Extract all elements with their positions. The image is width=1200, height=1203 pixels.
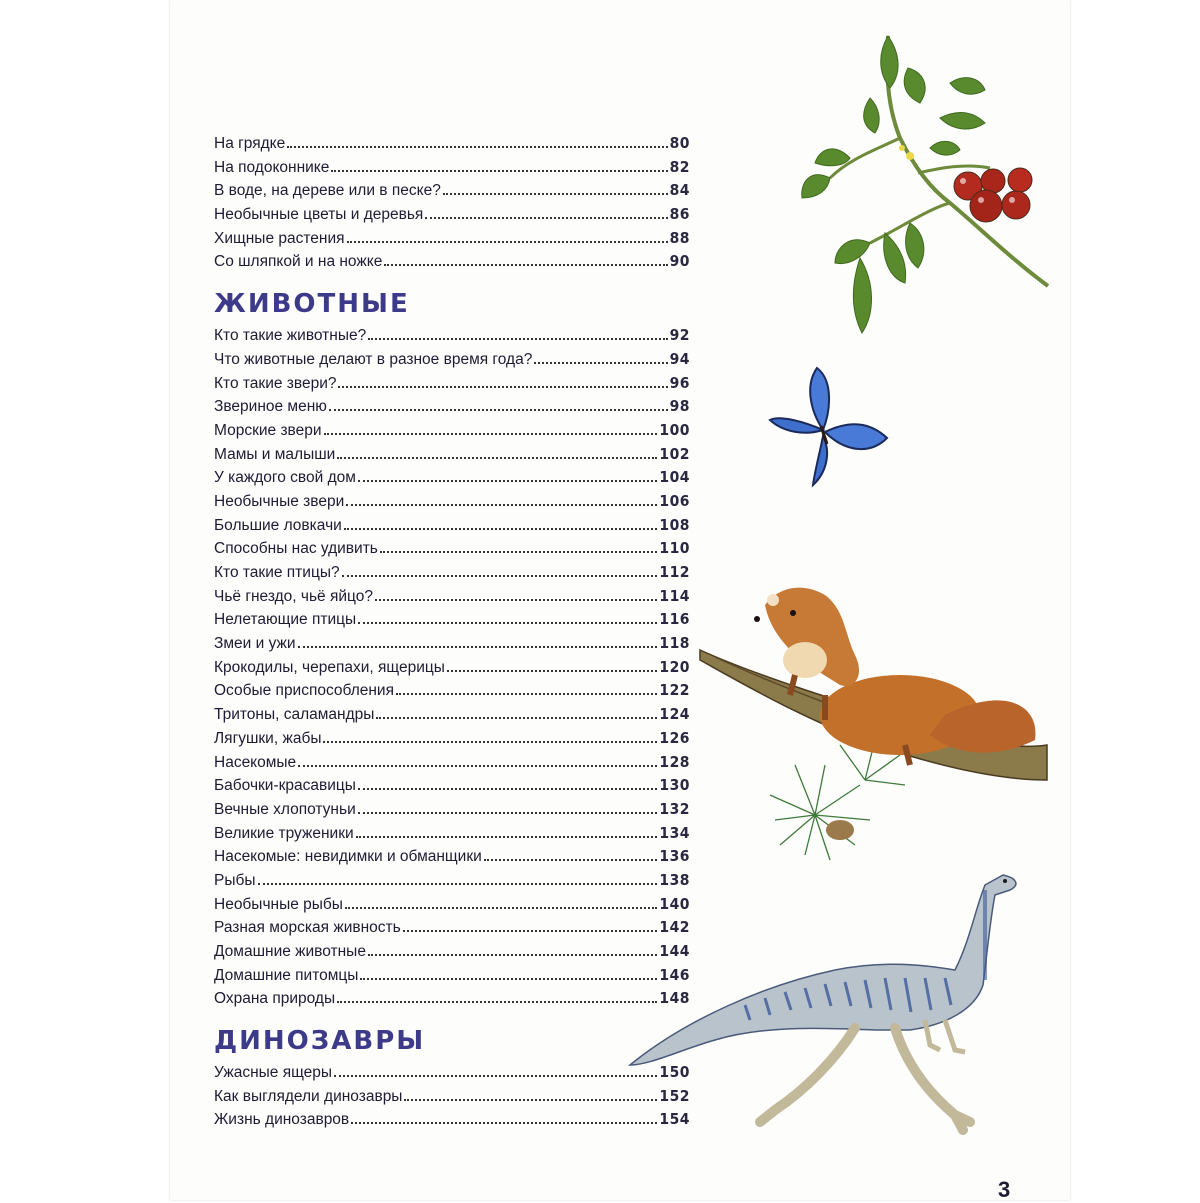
- dot-leader: [384, 264, 667, 266]
- toc-entry-title: Необычные цветы и деревья: [214, 206, 424, 224]
- toc-entry-page-number: 134: [659, 823, 690, 842]
- toc-entry-title: Способны нас удивить: [214, 540, 378, 558]
- toc-entry[interactable]: [214, 179, 690, 203]
- toc-entry[interactable]: [214, 751, 690, 775]
- dot-leader: [298, 765, 657, 767]
- toc-entry-page-number: 96: [669, 373, 690, 392]
- toc-entry-page-number: 112: [659, 563, 690, 581]
- dot-leader: [323, 741, 657, 743]
- toc-entry-title: Со шляпкой и на ножке: [214, 253, 383, 271]
- dot-leader: [425, 217, 667, 219]
- dot-leader: [342, 575, 658, 577]
- dot-leader: [338, 386, 667, 388]
- toc-entry[interactable]: [214, 561, 690, 585]
- dot-leader: [404, 1099, 657, 1101]
- toc-entry-page-number: 104: [659, 468, 690, 487]
- toc-entry[interactable]: [214, 964, 690, 988]
- toc-entry[interactable]: [214, 132, 690, 156]
- toc-entry[interactable]: [214, 585, 690, 609]
- toc-entry-title: Великие труженики: [214, 824, 354, 842]
- toc-entry-page-number: 148: [659, 989, 690, 1008]
- toc-entry-title: Звериное меню: [214, 398, 327, 416]
- toc-entry[interactable]: [214, 703, 690, 727]
- toc-entry-page-number: 154: [659, 1110, 690, 1129]
- dinosaur-illustration: [625, 860, 1025, 1180]
- toc-entry[interactable]: [214, 514, 690, 538]
- toc-entry-title: Необычные звери: [214, 492, 345, 510]
- toc-entry-page-number: 144: [659, 942, 690, 960]
- toc-entry[interactable]: [214, 774, 690, 798]
- toc-entry[interactable]: [214, 537, 690, 561]
- toc-entry-title: Бабочки-красавицы: [214, 777, 356, 795]
- dot-leader: [360, 978, 657, 980]
- toc-entry-title: Домашние животные: [214, 943, 366, 960]
- page-number: 3: [998, 1177, 1011, 1202]
- section-heading: ЖИВОТНЫЕ: [214, 289, 410, 320]
- toc-entry[interactable]: [214, 869, 690, 893]
- toc-entry-title: Кто такие животные?: [214, 327, 367, 345]
- toc-entry-page-number: 92: [669, 326, 690, 345]
- toc-entry-page-number: 150: [659, 1063, 690, 1082]
- toc-entry-title: Лягушки, жабы: [214, 729, 322, 747]
- toc-entry-page-number: 132: [659, 799, 690, 818]
- toc-entry[interactable]: [214, 227, 690, 251]
- dot-leader: [298, 646, 658, 648]
- toc-entry-title: У каждого свой дом: [214, 469, 356, 487]
- toc-entry[interactable]: [214, 156, 690, 180]
- dot-leader: [358, 622, 657, 624]
- toc-entry-title: Что животные делают в разное время года?: [214, 350, 533, 368]
- toc-entry-page-number: 88: [669, 228, 690, 247]
- dot-leader: [331, 170, 667, 172]
- toc-entry-page-number: 84: [669, 181, 690, 200]
- toc-entry-page-number: 124: [659, 705, 690, 724]
- toc-entry[interactable]: [214, 324, 690, 348]
- toc-entry-title: Необычные рыбы: [214, 895, 343, 913]
- toc-entry-page-number: 94: [669, 349, 690, 368]
- toc-entry-page-number: 140: [659, 894, 690, 913]
- toc-entry-title: Большие ловкачи: [214, 516, 342, 534]
- toc-section: [214, 132, 690, 274]
- toc-entry[interactable]: [214, 372, 690, 396]
- toc-entry-title: Насекомые: [214, 753, 297, 771]
- toc-entry-title: На грядке: [214, 135, 286, 152]
- toc-entry-page-number: 110: [659, 539, 690, 558]
- toc-section: [214, 1023, 690, 1132]
- toc-entry-page-number: 82: [669, 157, 690, 176]
- dot-leader: [345, 907, 657, 909]
- dot-leader: [324, 433, 658, 435]
- toc-entry[interactable]: [214, 466, 690, 490]
- dot-leader: [346, 504, 657, 506]
- toc-entry-title: Жизнь динозавров: [214, 1111, 350, 1129]
- dot-leader: [534, 362, 667, 364]
- dot-leader: [258, 883, 658, 885]
- toc-entry[interactable]: [214, 916, 690, 940]
- toc-entry-title: Змеи и ужи: [214, 635, 296, 653]
- dot-leader: [337, 1001, 657, 1003]
- toc-entry-title: Как выглядели динозавры: [214, 1087, 403, 1105]
- toc-entry[interactable]: [214, 1085, 690, 1109]
- toc-entry-page-number: 108: [659, 515, 690, 534]
- toc-entry[interactable]: [214, 822, 690, 846]
- toc-entry-page-number: 120: [659, 657, 690, 676]
- toc-entry-page-number: 98: [669, 397, 690, 416]
- toc-entry-title: Крокодилы, черепахи, ящерицы: [214, 658, 445, 676]
- blue-butterfly-illustration: [765, 360, 895, 490]
- toc-entry-title: Вечные хлопотуньи: [214, 800, 356, 818]
- toc-entry[interactable]: [214, 608, 690, 632]
- toc-entry-title: Особые приспособления: [214, 682, 394, 700]
- dot-leader: [334, 1075, 657, 1077]
- toc-entry[interactable]: [214, 443, 690, 467]
- toc-entry-page-number: 86: [669, 205, 690, 224]
- dot-leader: [376, 717, 657, 719]
- toc-entry[interactable]: [214, 893, 690, 917]
- toc-entry-page-number: 138: [659, 870, 690, 889]
- toc-entry[interactable]: [214, 987, 690, 1011]
- dot-leader: [368, 338, 667, 340]
- dot-leader: [358, 812, 658, 814]
- toc-entry[interactable]: [214, 348, 690, 372]
- toc-entry-page-number: 136: [659, 847, 690, 866]
- dot-leader: [329, 409, 668, 411]
- toc-entry-page-number: 122: [659, 681, 690, 700]
- toc-entry-title: Нелетающие птицы: [214, 611, 357, 629]
- dot-leader: [344, 528, 658, 530]
- toc-entry-page-number: 114: [659, 586, 690, 605]
- toc-entry[interactable]: [214, 395, 690, 419]
- dot-leader: [443, 193, 668, 195]
- toc-entry-title: Насекомые: невидимки и обманщики: [214, 848, 482, 866]
- dot-leader: [356, 836, 658, 838]
- toc-entry-title: Домашние питомцы: [214, 966, 359, 984]
- toc-entry[interactable]: [214, 1108, 690, 1132]
- toc-entry[interactable]: [214, 419, 690, 443]
- toc-entry-title: Мамы и малыши: [214, 445, 336, 463]
- toc-entry-page-number: 90: [669, 252, 690, 271]
- toc-entry[interactable]: [214, 632, 690, 656]
- toc-entry[interactable]: [214, 798, 690, 822]
- section-heading: ДИНОЗАВРЫ: [214, 1026, 426, 1057]
- toc-entry-page-number: 102: [659, 444, 690, 463]
- toc-entry-page-number: 126: [659, 728, 690, 747]
- dot-leader: [447, 670, 658, 672]
- dot-leader: [375, 599, 657, 601]
- toc-section: [214, 286, 690, 1011]
- toc-entry-page-number: 116: [659, 610, 690, 629]
- dot-leader: [337, 457, 657, 459]
- tomato-plant-illustration: [790, 28, 1050, 338]
- toc-entry-page-number: 106: [659, 491, 690, 510]
- dot-leader: [380, 551, 658, 553]
- toc-entry[interactable]: [214, 679, 690, 703]
- toc-entry-title: В воде, на дереве или в песке?: [214, 182, 441, 200]
- toc-entry-page-number: 142: [659, 918, 690, 937]
- dot-leader: [368, 954, 657, 956]
- toc-entry[interactable]: [214, 1061, 690, 1085]
- toc-entry-page-number: 146: [659, 965, 690, 984]
- toc-entry[interactable]: [214, 845, 690, 869]
- toc-entry[interactable]: [214, 203, 690, 227]
- toc-entry-page-number: 118: [659, 634, 690, 653]
- dot-leader: [403, 930, 658, 932]
- dot-leader: [358, 480, 658, 482]
- toc-entry-page-number: 128: [659, 752, 690, 771]
- toc-entry-title: Охрана природы: [214, 990, 336, 1008]
- toc-entry-title: Разная морская живность: [214, 919, 401, 937]
- toc-entry[interactable]: [214, 250, 690, 274]
- dot-leader: [347, 241, 668, 243]
- toc-entry-page-number: 130: [659, 776, 690, 795]
- dot-leader: [396, 693, 657, 695]
- dot-leader: [287, 146, 667, 148]
- toc-entry[interactable]: [214, 940, 690, 964]
- toc-entry-title: Морские звери: [214, 421, 322, 439]
- dot-leader: [351, 1122, 657, 1124]
- toc-entry-page-number: 80: [669, 134, 690, 152]
- dot-leader: [358, 788, 657, 790]
- toc-entry[interactable]: [214, 490, 690, 514]
- toc-entry-page-number: 100: [659, 420, 690, 439]
- toc-entry-title: Рыбы: [214, 871, 256, 889]
- marten-on-branch-illustration: [695, 565, 1055, 895]
- toc-entry-title: На подоконнике: [214, 158, 330, 176]
- toc-entry-title: Кто такие птицы?: [214, 564, 340, 581]
- toc-entry[interactable]: [214, 656, 690, 680]
- toc-entry-title: Чьё гнездо, чьё яйцо?: [214, 587, 373, 605]
- toc-entry[interactable]: [214, 727, 690, 751]
- toc-entry-title: Тритоны, саламандры: [214, 706, 375, 724]
- table-of-contents: [214, 132, 690, 1132]
- toc-entry-page-number: 152: [659, 1086, 690, 1105]
- toc-entry-title: Хищные растения: [214, 229, 345, 247]
- toc-entry-title: Ужасные ящеры: [214, 1064, 333, 1082]
- toc-entry-title: Кто такие звери?: [214, 374, 337, 392]
